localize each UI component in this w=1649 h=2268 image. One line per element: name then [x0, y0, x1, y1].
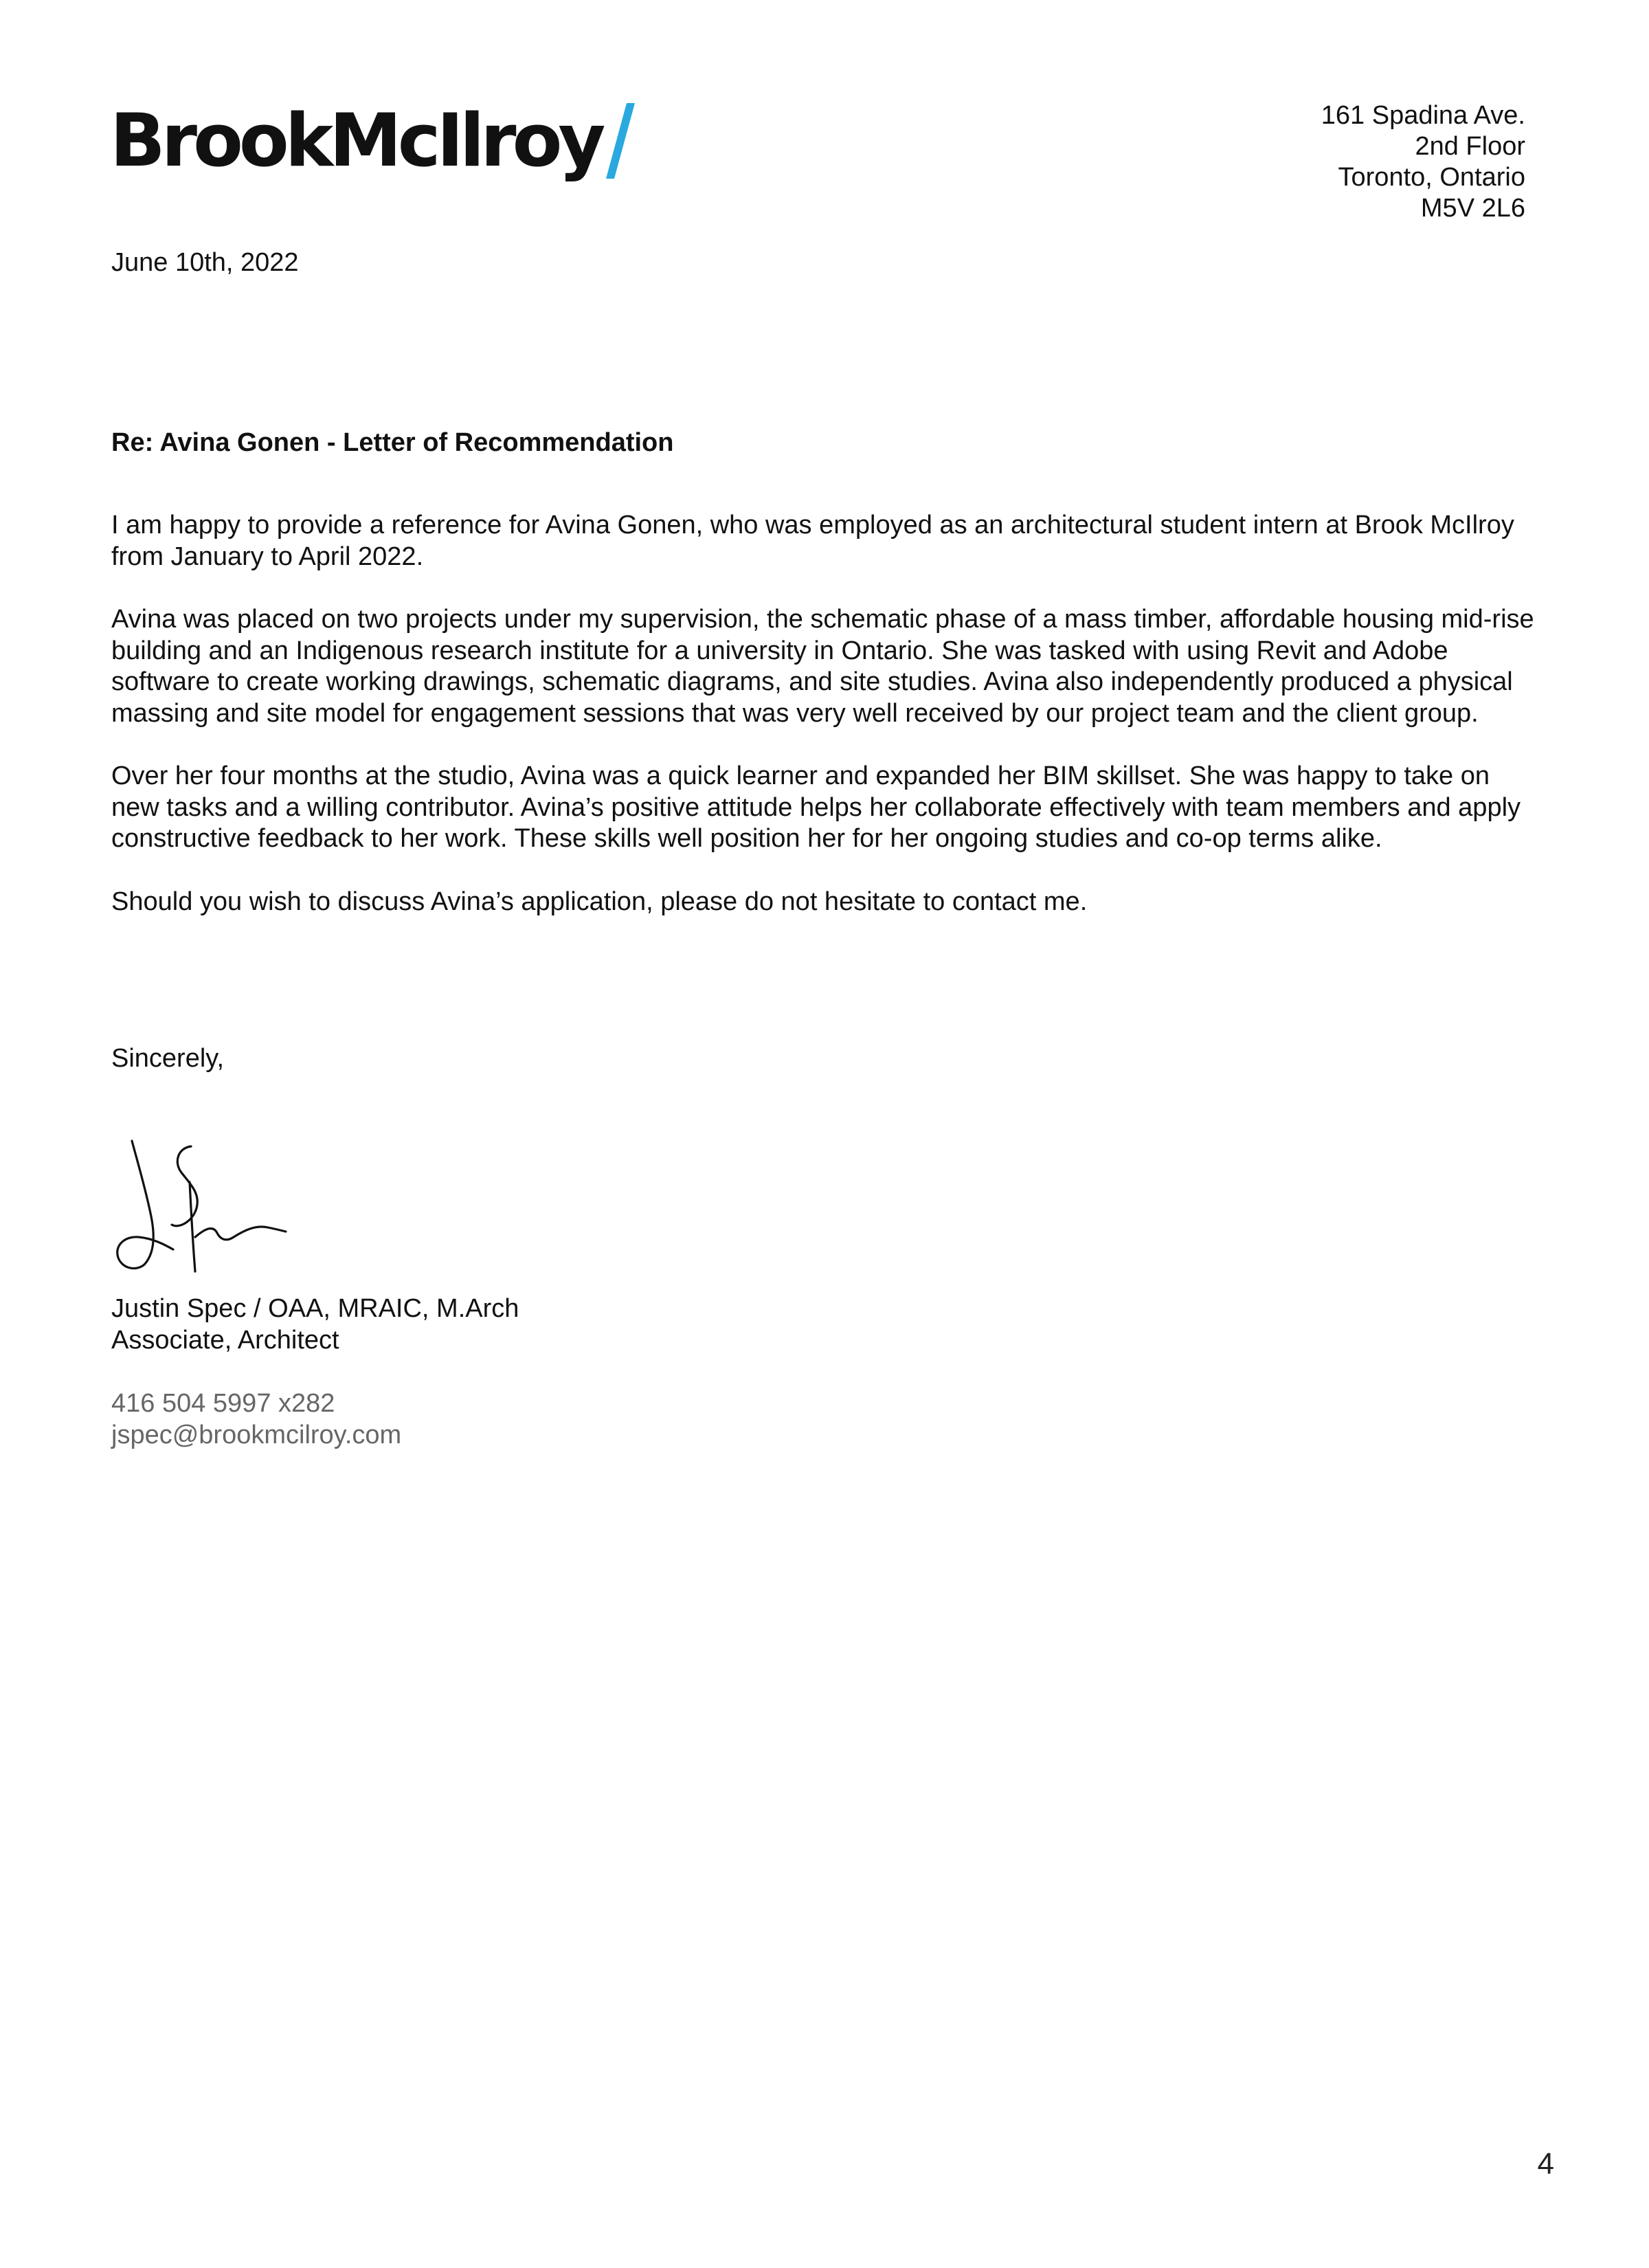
- signer-name: Justin Spec / OAA, MRAIC, M.Arch: [111, 1294, 519, 1323]
- signer-email: jspec@brookmcilroy.com: [111, 1420, 402, 1449]
- letter-body: [111, 510, 1540, 949]
- address-line: Toronto, Ontario: [1338, 163, 1525, 192]
- signer-details: [111, 1293, 519, 1356]
- signer-title: Associate, Architect: [111, 1325, 339, 1355]
- logo-slash-icon: [606, 103, 635, 179]
- page-number: 4: [1537, 2147, 1554, 2181]
- signer-phone: 416 504 5997 x282: [111, 1389, 335, 1418]
- company-address: [1321, 100, 1525, 224]
- logo-wordmark: BrookMcIlroy: [110, 98, 602, 183]
- handwritten-signature: [110, 1134, 295, 1278]
- letter-subject: Re: Avina Gonen - Letter of Recommendation: [111, 428, 674, 457]
- letter-closing: Sincerely,: [111, 1044, 225, 1073]
- address-line: 2nd Floor: [1415, 132, 1525, 161]
- company-logo: [110, 100, 635, 181]
- body-paragraph: Should you wish to discuss Avina’s application, please do not hesitate to contact me.: [111, 887, 1088, 916]
- body-paragraph: Avina was placed on two projects under my supervision, the schematic phase of a mass timber, affordable housing mid-rise building and an Indigenous research institute for a university in Ontario. She was tasked with using Revit and Adobe software to create working drawings, schematic diagrams, and site studies. Avina also independently produced a physical massing and site model for engagement sessions that was very well received by our project team and the client group.: [111, 605, 1534, 728]
- address-line: 161 Spadina Ave.: [1321, 101, 1525, 130]
- address-line: M5V 2L6: [1420, 194, 1525, 223]
- body-paragraph: Over her four months at the studio, Avina was a quick learner and expanded her BIM skillset. She was happy to take on new tasks and a willing contributor. Avina’s positive attitude helps her collaborate effectively with team members and apply constructive feedback to her work. These skills well position her for her ongoing studies and co-op terms alike.: [111, 761, 1521, 853]
- signer-contact: [111, 1388, 401, 1451]
- body-paragraph: I am happy to provide a reference for Avina Gonen, who was employed as an architectural student intern at Brook McIlroy from January to April 2022.: [111, 511, 1514, 571]
- letter-date: June 10th, 2022: [111, 248, 299, 277]
